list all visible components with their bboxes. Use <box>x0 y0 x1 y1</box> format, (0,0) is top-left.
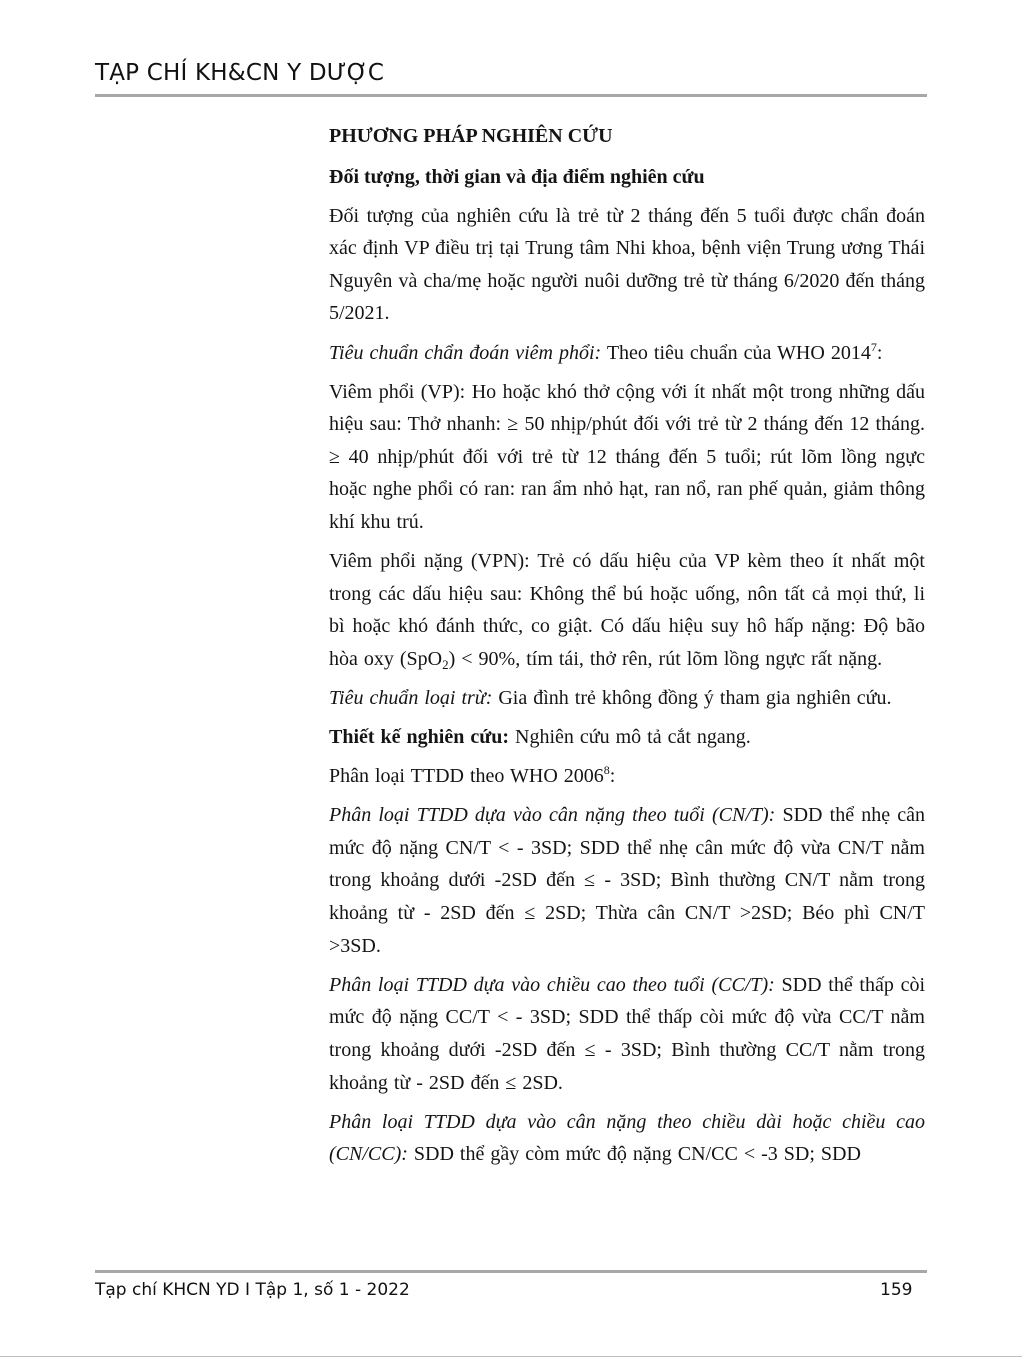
diagnosis-criteria-paragraph <box>329 337 925 370</box>
weight-height-text: SDD thể gầy còm mức độ nặng CN/CC < -3 SD; SDD <box>407 1143 861 1166</box>
height-age-text: SDD thể thấp còi mức độ nặng CC/T < - 3SD; SDD thể thấp còi mức độ vừa CC/T nằm trong khoảng dưới -2SD đến ≤ - 3SD; Bình thường CC/T nằm trong khoảng từ - 2SD đến ≤ 2SD. <box>329 973 926 1094</box>
classification-text: Phân loại TTDD theo WHO 2006 <box>329 765 604 788</box>
height-age-paragraph <box>329 969 925 1099</box>
classification-ref: 8 <box>603 763 610 778</box>
severe-pneumonia-paragraph <box>329 545 925 675</box>
exclusion-text: Gia đình trẻ không đồng ý tham gia nghiên cứu. <box>492 687 892 709</box>
weight-age-text: SDD thể nhẹ cân mức độ nặng CN/T < - 3SD; SDD thể nhẹ cân mức độ vừa CN/T nằm trong khoảng dưới -2SD đến ≤ - 3SD; Bình thường CN/T nằm trong khoảng từ - 2SD đến ≤ 2SD; Thừa cân CN/T >2SD; Béo phì CN/T >3SD. <box>329 804 926 957</box>
design-lead: Thiết kế nghiên cứu: <box>329 726 510 749</box>
page-bottom-edge <box>0 1356 1022 1357</box>
exclusion-lead: Tiêu chuẩn loại trừ: <box>329 687 493 709</box>
design-paragraph <box>329 721 925 754</box>
severe-pneumonia-text-1: Viêm phổi nặng (VPN): Trẻ có dấu hiệu của VP kèm theo ít nhất một trong các dấu hiệu sau: Không thể bú hoặc uống, nôn tất cả mọi thứ, li bì hoặc khó đánh thức, co giật. Có dấu hiệu suy hô hấp nặng: Độ bão hòa oxy (SpO <box>329 550 925 670</box>
subjects-subheading: Đối tượng, thời gian và địa điểm nghiên cứu <box>329 165 705 188</box>
footer-journal-issue: Tạp chí KHCN YD I Tập 1, số 1 - 2022 <box>95 1280 410 1300</box>
pneumonia-paragraph: Viêm phổi (VP): Ho hoặc khó thở cộng với ít nhất một trong những dấu hiệu sau: Thở nhanh: ≥ 50 nhịp/phút đối với trẻ từ 2 tháng đến 12 tháng. ≥ 40 nhịp/phút đối với trẻ từ 12 tháng đến 5 tuổi; rút lõm lồng ngực hoặc nghe phổi có ran: ran ẩm nhỏ hạt, ran nổ, ran phế quản, giảm thông khí khu trú. <box>329 380 925 534</box>
section-heading: PHƯƠNG PHÁP NGHIÊN CỨU <box>329 125 613 147</box>
diagnosis-criteria-ref: 7 <box>870 339 877 354</box>
height-age-lead: Phân loại TTDD dựa vào chiều cao theo tuổi (CC/T): <box>329 973 775 996</box>
weight-age-lead: Phân loại TTDD dựa vào cân nặng theo tuổi (CN/T): <box>329 804 776 827</box>
exclusion-paragraph <box>329 682 925 715</box>
page-number: 159 <box>880 1280 913 1300</box>
journal-title: TẠP CHÍ KH&CN Y DƯỢC <box>95 60 385 86</box>
classification-paragraph <box>329 760 925 793</box>
subjects-paragraph: Đối tượng của nghiên cứu là trẻ từ 2 tháng đến 5 tuổi được chẩn đoán xác định VP điều trị tại Trung tâm Nhi khoa, bệnh viện Trung ương Thái Nguyên và cha/mẹ hoặc người nuôi dưỡng trẻ từ tháng 6/2020 đến tháng 5/2021. <box>329 204 925 325</box>
diagnosis-criteria-lead: Tiêu chuẩn chẩn đoán viêm phổi: <box>329 341 602 364</box>
weight-height-lead: Phân loại TTDD dựa vào cân nặng theo chiều dài hoặc chiều cao (CN/CC): <box>329 1110 925 1166</box>
diagnosis-criteria-tail: : <box>876 341 883 364</box>
weight-age-paragraph <box>329 799 925 962</box>
main-text-column <box>329 120 925 1177</box>
diagnosis-criteria-text: Theo tiêu chuẩn của WHO 2014 <box>601 341 871 364</box>
classification-tail: : <box>609 765 616 788</box>
header-divider <box>95 94 927 97</box>
design-text: Nghiên cứu mô tả cắt ngang. <box>509 726 751 749</box>
severe-pneumonia-text-2: ) < 90%, tím tái, thở rên, rút lõm lồng ngực rất nặng. <box>448 647 883 670</box>
footer-divider <box>95 1270 927 1273</box>
spo2-subscript: 2 <box>442 656 449 672</box>
weight-height-paragraph <box>329 1106 925 1171</box>
